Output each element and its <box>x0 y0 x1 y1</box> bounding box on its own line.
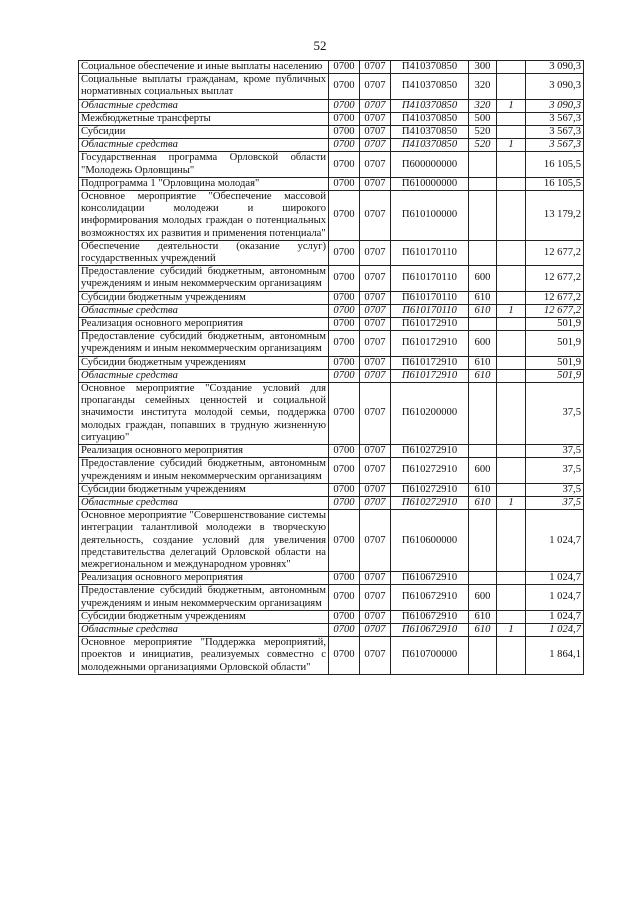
cell-target-article: П410370850 <box>391 139 469 152</box>
cell-section: 0700 <box>329 266 360 291</box>
cell-subsection: 0707 <box>360 369 391 382</box>
cell-expense-type: 600 <box>469 331 497 356</box>
cell-name: Областные средства <box>79 496 329 509</box>
cell-funding-source <box>497 61 526 74</box>
cell-expense-type <box>469 572 497 585</box>
cell-name: Предоставление субсидий бюджетным, автономным учреждениям и иным некоммерческим организациям <box>79 266 329 291</box>
cell-name: Социальное обеспечение и иные выплаты населению <box>79 61 329 74</box>
cell-funding-source <box>497 356 526 369</box>
cell-name: Основное мероприятие "Создание условий для пропаганды семейных ценностей и социальной значимости института молодой семьи, поддержка молодых граждан, попавших в трудную жизненную ситуацию" <box>79 383 329 445</box>
cell-section: 0700 <box>329 191 360 241</box>
table-row <box>79 369 584 382</box>
cell-section: 0700 <box>329 318 360 331</box>
cell-target-article: П610170110 <box>391 304 469 317</box>
cell-subsection: 0707 <box>360 637 391 675</box>
cell-funding-source <box>497 331 526 356</box>
cell-amount: 16 105,5 <box>526 177 584 190</box>
table-row <box>79 623 584 636</box>
cell-name: Областные средства <box>79 99 329 112</box>
cell-expense-type: 610 <box>469 610 497 623</box>
cell-amount: 501,9 <box>526 318 584 331</box>
cell-subsection: 0707 <box>360 510 391 572</box>
cell-expense-type: 610 <box>469 356 497 369</box>
cell-amount: 3 090,3 <box>526 61 584 74</box>
cell-subsection: 0707 <box>360 383 391 445</box>
cell-amount: 501,9 <box>526 369 584 382</box>
cell-subsection: 0707 <box>360 99 391 112</box>
cell-target-article: П610272910 <box>391 496 469 509</box>
cell-name: Областные средства <box>79 139 329 152</box>
cell-funding-source <box>497 483 526 496</box>
cell-expense-type <box>469 383 497 445</box>
cell-target-article: П610100000 <box>391 191 469 241</box>
cell-section: 0700 <box>329 177 360 190</box>
table-row <box>79 304 584 317</box>
cell-name: Основное мероприятие "Поддержка мероприятий, проектов и инициатив, реализуемых совместно с молодежными организациями Орловской области" <box>79 637 329 675</box>
cell-amount: 13 179,2 <box>526 191 584 241</box>
cell-expense-type: 610 <box>469 304 497 317</box>
cell-name: Межбюджетные трансферты <box>79 112 329 125</box>
cell-amount: 12 677,2 <box>526 291 584 304</box>
cell-amount: 3 090,3 <box>526 74 584 99</box>
cell-name: Субсидии бюджетным учреждениям <box>79 483 329 496</box>
cell-section: 0700 <box>329 637 360 675</box>
cell-name: Социальные выплаты гражданам, кроме публичных нормативных социальных выплат <box>79 74 329 99</box>
cell-subsection: 0707 <box>360 266 391 291</box>
cell-funding-source <box>497 458 526 483</box>
cell-funding-source: 1 <box>497 139 526 152</box>
cell-section: 0700 <box>329 383 360 445</box>
table-row <box>79 74 584 99</box>
cell-funding-source <box>497 74 526 99</box>
cell-name: Реализация основного мероприятия <box>79 318 329 331</box>
table-row <box>79 318 584 331</box>
cell-funding-source: 1 <box>497 496 526 509</box>
cell-section: 0700 <box>329 61 360 74</box>
cell-section: 0700 <box>329 304 360 317</box>
cell-target-article: П610672910 <box>391 585 469 610</box>
cell-name: Областные средства <box>79 369 329 382</box>
cell-subsection: 0707 <box>360 445 391 458</box>
table-row <box>79 496 584 509</box>
table-row <box>79 610 584 623</box>
cell-amount: 16 105,5 <box>526 152 584 177</box>
cell-expense-type: 610 <box>469 369 497 382</box>
cell-name: Обеспечение деятельности (оказание услуг) государственных учреждений <box>79 240 329 265</box>
cell-subsection: 0707 <box>360 331 391 356</box>
cell-funding-source <box>497 152 526 177</box>
cell-target-article: П410370850 <box>391 112 469 125</box>
cell-funding-source <box>497 637 526 675</box>
cell-target-article: П610200000 <box>391 383 469 445</box>
cell-amount: 37,5 <box>526 383 584 445</box>
cell-target-article: П610172910 <box>391 369 469 382</box>
cell-subsection: 0707 <box>360 610 391 623</box>
cell-amount: 37,5 <box>526 458 584 483</box>
budget-table <box>78 60 584 675</box>
cell-expense-type: 610 <box>469 623 497 636</box>
cell-name: Реализация основного мероприятия <box>79 572 329 585</box>
cell-name: Предоставление субсидий бюджетным, автономным учреждениям и иным некоммерческим организациям <box>79 458 329 483</box>
table-row <box>79 152 584 177</box>
table-row <box>79 191 584 241</box>
cell-subsection: 0707 <box>360 191 391 241</box>
cell-section: 0700 <box>329 331 360 356</box>
cell-subsection: 0707 <box>360 74 391 99</box>
cell-amount: 1 864,1 <box>526 637 584 675</box>
table-row <box>79 637 584 675</box>
cell-name: Областные средства <box>79 623 329 636</box>
cell-expense-type: 520 <box>469 126 497 139</box>
cell-target-article: П600000000 <box>391 152 469 177</box>
cell-funding-source <box>497 369 526 382</box>
cell-section: 0700 <box>329 483 360 496</box>
cell-name: Подпрограмма 1 "Орловщина молодая" <box>79 177 329 190</box>
cell-subsection: 0707 <box>360 585 391 610</box>
cell-expense-type <box>469 637 497 675</box>
cell-subsection: 0707 <box>360 291 391 304</box>
table-row <box>79 510 584 572</box>
page-number: 52 <box>313 38 327 53</box>
cell-target-article: П610272910 <box>391 458 469 483</box>
cell-subsection: 0707 <box>360 177 391 190</box>
cell-amount: 1 024,7 <box>526 610 584 623</box>
cell-subsection: 0707 <box>360 61 391 74</box>
cell-target-article: П610172910 <box>391 356 469 369</box>
cell-section: 0700 <box>329 291 360 304</box>
cell-expense-type: 300 <box>469 61 497 74</box>
cell-name: Государственная программа Орловской области "Молодежь Орловщины" <box>79 152 329 177</box>
cell-expense-type: 500 <box>469 112 497 125</box>
cell-funding-source <box>497 318 526 331</box>
cell-expense-type <box>469 152 497 177</box>
cell-expense-type <box>469 510 497 572</box>
cell-expense-type <box>469 318 497 331</box>
cell-funding-source <box>497 177 526 190</box>
cell-amount: 1 024,7 <box>526 623 584 636</box>
cell-amount: 1 024,7 <box>526 585 584 610</box>
cell-funding-source: 1 <box>497 623 526 636</box>
cell-amount: 12 677,2 <box>526 304 584 317</box>
cell-target-article: П410370850 <box>391 126 469 139</box>
cell-name: Субсидии бюджетным учреждениям <box>79 291 329 304</box>
table-row <box>79 383 584 445</box>
cell-section: 0700 <box>329 610 360 623</box>
cell-subsection: 0707 <box>360 139 391 152</box>
table-row <box>79 240 584 265</box>
cell-section: 0700 <box>329 99 360 112</box>
cell-name: Субсидии бюджетным учреждениям <box>79 356 329 369</box>
cell-subsection: 0707 <box>360 126 391 139</box>
cell-section: 0700 <box>329 369 360 382</box>
cell-funding-source <box>497 240 526 265</box>
cell-target-article: П610170110 <box>391 266 469 291</box>
cell-funding-source <box>497 266 526 291</box>
cell-subsection: 0707 <box>360 496 391 509</box>
cell-expense-type <box>469 240 497 265</box>
cell-name: Предоставление субсидий бюджетным, автономным учреждениям и иным некоммерческим организациям <box>79 331 329 356</box>
cell-target-article: П610172910 <box>391 318 469 331</box>
cell-name: Реализация основного мероприятия <box>79 445 329 458</box>
cell-section: 0700 <box>329 510 360 572</box>
cell-funding-source <box>497 572 526 585</box>
cell-section: 0700 <box>329 139 360 152</box>
cell-amount: 12 677,2 <box>526 266 584 291</box>
cell-amount: 501,9 <box>526 356 584 369</box>
cell-expense-type: 600 <box>469 458 497 483</box>
cell-expense-type: 600 <box>469 585 497 610</box>
cell-target-article: П610672910 <box>391 623 469 636</box>
cell-subsection: 0707 <box>360 356 391 369</box>
cell-name: Субсидии бюджетным учреждениям <box>79 610 329 623</box>
cell-target-article: П610672910 <box>391 610 469 623</box>
cell-subsection: 0707 <box>360 152 391 177</box>
cell-expense-type <box>469 191 497 241</box>
cell-amount: 3 567,3 <box>526 112 584 125</box>
cell-amount: 3 090,3 <box>526 99 584 112</box>
cell-funding-source: 1 <box>497 99 526 112</box>
cell-section: 0700 <box>329 585 360 610</box>
cell-subsection: 0707 <box>360 240 391 265</box>
table-row <box>79 177 584 190</box>
table-row <box>79 331 584 356</box>
table-row <box>79 291 584 304</box>
cell-amount: 1 024,7 <box>526 572 584 585</box>
cell-target-article: П610700000 <box>391 637 469 675</box>
cell-amount: 501,9 <box>526 331 584 356</box>
cell-expense-type <box>469 445 497 458</box>
cell-funding-source <box>497 112 526 125</box>
cell-amount: 3 567,3 <box>526 139 584 152</box>
cell-amount: 37,5 <box>526 483 584 496</box>
cell-section: 0700 <box>329 356 360 369</box>
cell-section: 0700 <box>329 572 360 585</box>
cell-amount: 3 567,3 <box>526 126 584 139</box>
cell-section: 0700 <box>329 240 360 265</box>
table-row <box>79 458 584 483</box>
cell-funding-source <box>497 610 526 623</box>
cell-funding-source <box>497 383 526 445</box>
cell-section: 0700 <box>329 74 360 99</box>
cell-expense-type: 320 <box>469 74 497 99</box>
table-row <box>79 112 584 125</box>
cell-subsection: 0707 <box>360 318 391 331</box>
cell-name: Основное мероприятие "Совершенствование системы интеграции талантливой молодежи в творческую деятельность, создание условий для увеличения представительства делегаций Орловской области на межрегиональном и международном уровнях" <box>79 510 329 572</box>
cell-funding-source <box>497 126 526 139</box>
cell-name: Предоставление субсидий бюджетным, автономным учреждениям и иным некоммерческим организациям <box>79 585 329 610</box>
cell-section: 0700 <box>329 623 360 636</box>
table-row <box>79 126 584 139</box>
table-row <box>79 445 584 458</box>
cell-name: Областные средства <box>79 304 329 317</box>
table-row <box>79 572 584 585</box>
cell-section: 0700 <box>329 126 360 139</box>
table-row <box>79 61 584 74</box>
cell-name: Основное мероприятие "Обеспечение массовой консолидации молодежи и широкого информирования молодых граждан о потенциальных возможностях их развития и применения потенциала" <box>79 191 329 241</box>
cell-funding-source: 1 <box>497 304 526 317</box>
cell-target-article: П410370850 <box>391 74 469 99</box>
cell-subsection: 0707 <box>360 572 391 585</box>
table-row <box>79 266 584 291</box>
table-row <box>79 585 584 610</box>
cell-funding-source <box>497 291 526 304</box>
cell-subsection: 0707 <box>360 304 391 317</box>
cell-funding-source <box>497 510 526 572</box>
cell-funding-source <box>497 445 526 458</box>
cell-section: 0700 <box>329 458 360 483</box>
cell-target-article: П410370850 <box>391 61 469 74</box>
cell-amount: 1 024,7 <box>526 510 584 572</box>
cell-expense-type: 610 <box>469 496 497 509</box>
table-row <box>79 99 584 112</box>
cell-funding-source <box>497 585 526 610</box>
cell-name: Субсидии <box>79 126 329 139</box>
cell-section: 0700 <box>329 445 360 458</box>
cell-target-article: П610672910 <box>391 572 469 585</box>
cell-target-article: П610272910 <box>391 445 469 458</box>
cell-expense-type: 610 <box>469 483 497 496</box>
cell-funding-source <box>497 191 526 241</box>
cell-target-article: П610170110 <box>391 291 469 304</box>
cell-target-article: П410370850 <box>391 99 469 112</box>
budget-table-body <box>79 61 584 675</box>
cell-target-article: П610600000 <box>391 510 469 572</box>
cell-amount: 37,5 <box>526 496 584 509</box>
cell-expense-type: 600 <box>469 266 497 291</box>
cell-subsection: 0707 <box>360 483 391 496</box>
cell-expense-type: 520 <box>469 139 497 152</box>
cell-target-article: П610172910 <box>391 331 469 356</box>
cell-section: 0700 <box>329 496 360 509</box>
cell-section: 0700 <box>329 112 360 125</box>
cell-target-article: П610272910 <box>391 483 469 496</box>
cell-section: 0700 <box>329 152 360 177</box>
cell-subsection: 0707 <box>360 623 391 636</box>
cell-subsection: 0707 <box>360 458 391 483</box>
table-row <box>79 356 584 369</box>
cell-expense-type: 610 <box>469 291 497 304</box>
cell-target-article: П610000000 <box>391 177 469 190</box>
table-row <box>79 139 584 152</box>
cell-target-article: П610170110 <box>391 240 469 265</box>
cell-amount: 37,5 <box>526 445 584 458</box>
cell-expense-type: 320 <box>469 99 497 112</box>
table-row <box>79 483 584 496</box>
cell-expense-type <box>469 177 497 190</box>
cell-amount: 12 677,2 <box>526 240 584 265</box>
cell-subsection: 0707 <box>360 112 391 125</box>
